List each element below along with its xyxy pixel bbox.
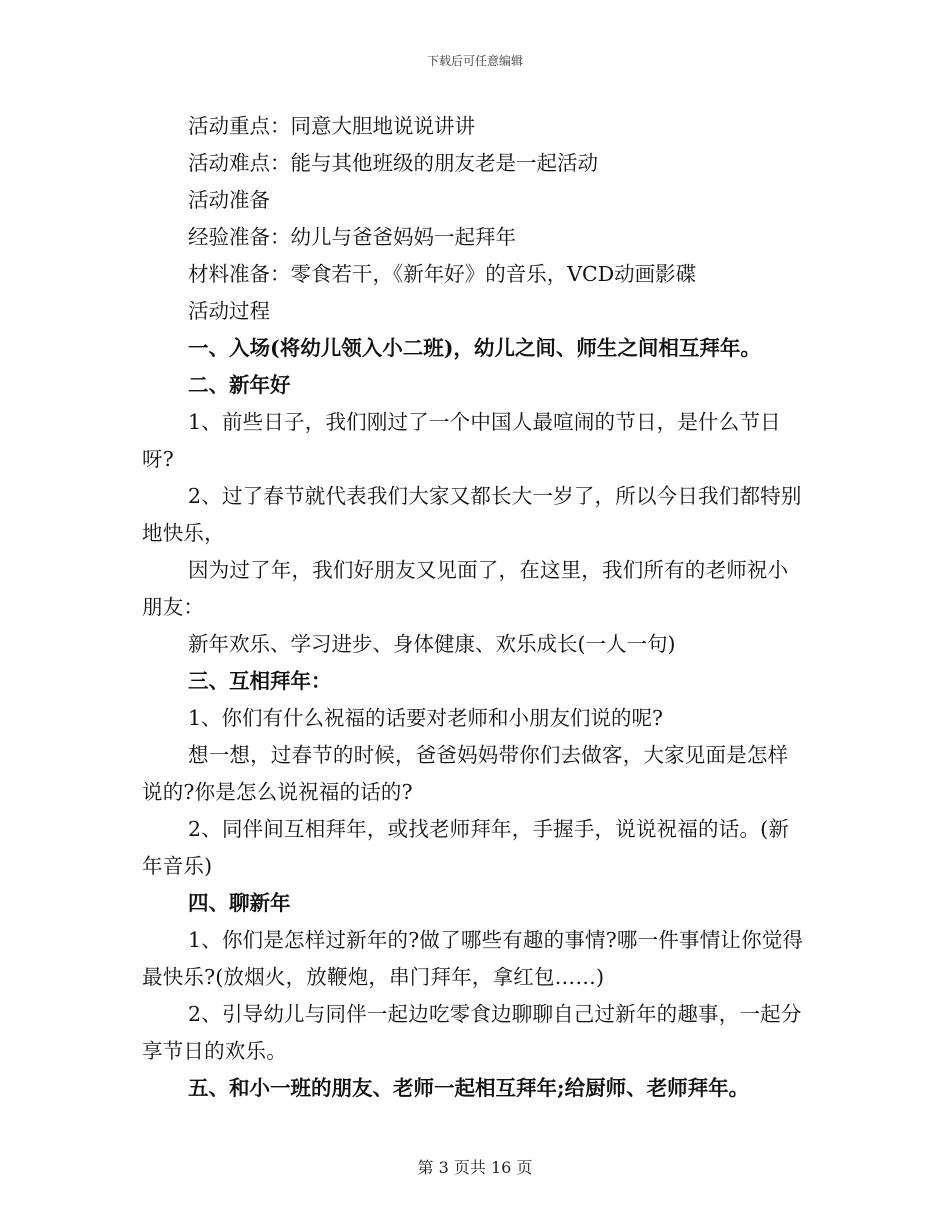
greeting-wishes: 新年欢乐、学习进步、身体健康、欢乐成长(一人一句) (188, 632, 676, 656)
section-heading-5: 五、和小一班的朋友、老师一起相互拜年;给厨师、老师拜年。 (188, 1076, 750, 1100)
section-heading-3: 三、互相拜年： (188, 669, 332, 693)
paragraph-4-1: 1、你们是怎样过新年的?做了哪些有趣的事情?哪一件事情让你觉得最快乐?(放烟火，放鞭炮，串门拜年，拿红包……) (142, 928, 804, 989)
paragraph-3-3: 2、同伴间互相拜年，或找老师拜年，手握手，说说祝福的话。(新年音乐) (142, 817, 790, 878)
paragraph-3-2: 想一想，过春节的时候，爸爸妈妈带你们去做客，大家见面是怎样说的?你是怎么说祝福的话的? (142, 743, 789, 804)
page-header: 下载后可任意编辑 (426, 54, 523, 68)
paragraph-2-1: 1、前些日子，我们刚过了一个中国人最喧闹的节日，是什么节日呀? (142, 410, 781, 471)
section-heading-1: 一、入场(将幼儿领入小二班)，幼儿之间、师生之间相互拜年。 (188, 336, 761, 360)
activity-focus: 活动重点：同意大胆地说说讲讲 (188, 114, 475, 138)
paragraph-2-3: 因为过了年，我们好朋友又见面了，在这里，我们所有的老师祝小朋友： (142, 558, 789, 619)
material-preparation: 材料准备：零食若干，《新年好》的音乐，VCD动画影碟 (188, 262, 697, 286)
activity-difficulty: 活动难点：能与其他班级的朋友老是一起活动 (188, 151, 598, 175)
activity-preparation-heading: 活动准备 (188, 188, 270, 212)
paragraph-3-1: 1、你们有什么祝福的话要对老师和小朋友们说的呢? (188, 706, 664, 730)
section-heading-2: 二、新年好 (188, 373, 291, 397)
section-heading-4: 四、聊新年 (188, 891, 291, 915)
experience-preparation: 经验准备：幼儿与爸爸妈妈一起拜年 (188, 225, 516, 249)
paragraph-4-2: 2、引导幼儿与同伴一起边吃零食边聊聊自己过新年的趣事，一起分享节日的欢乐。 (142, 1002, 802, 1063)
page-footer: 第 3 页共 16 页 (417, 1158, 533, 1177)
document-body (142, 108, 807, 1107)
activity-process-heading: 活动过程 (188, 299, 270, 323)
paragraph-2-2: 2、过了春节就代表我们大家又都长大一岁了，所以今日我们都特别地快乐， (142, 484, 802, 545)
